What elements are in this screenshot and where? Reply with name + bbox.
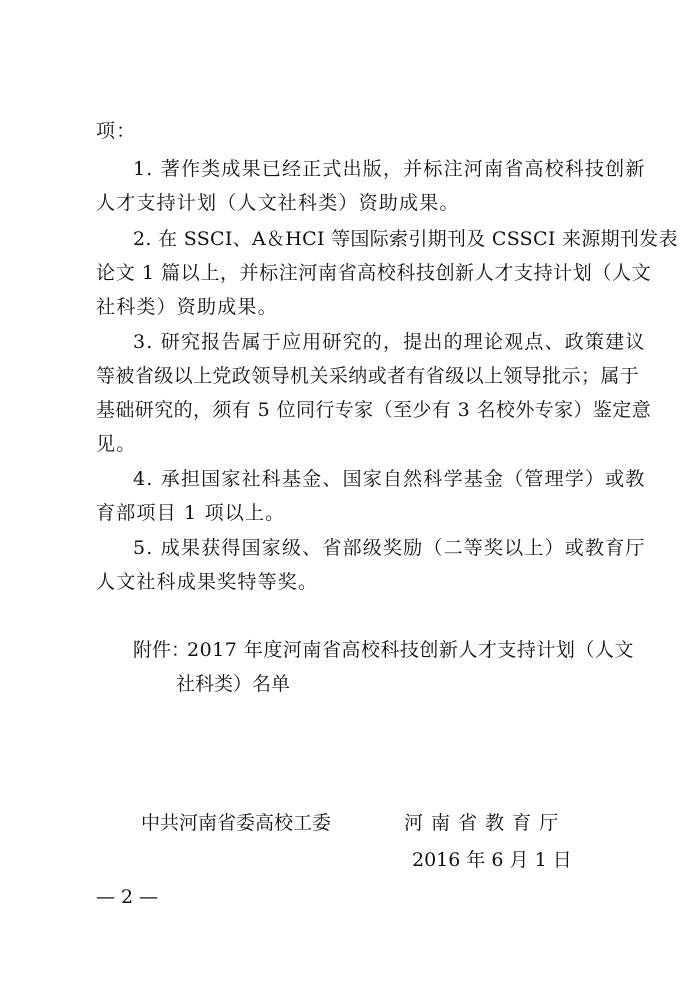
text-line: 人才支持计划（人文社科类）资助成果。 <box>96 192 460 214</box>
attachment-title-cont: 社科类）名单 <box>176 673 291 695</box>
text-line: 等被省级以上党政领导机关采纳或者有省级以上领导批示；属于 <box>96 365 640 387</box>
text-line: 见。 <box>96 433 137 455</box>
text-line: 3. 研究报告属于应用研究的，提出的理论观点、政策建议 <box>133 331 646 353</box>
signature-date: 2016 年 6 月 1 日 <box>412 849 572 871</box>
text-line: 论文 1 篇以上，并标注河南省高校科技创新人才支持计划（人文 <box>96 262 652 284</box>
text-line: 育部项目 1 项以上。 <box>96 502 286 524</box>
page-number: — 2 — <box>96 886 159 908</box>
text-line: 基础研究的，须有 5 位同行专家（至少有 3 名校外专家）鉴定意 <box>96 399 652 421</box>
text-line: 1. 著作类成果已经正式出版，并标注河南省高校科技创新 <box>133 158 646 180</box>
text-line: 5. 成果获得国家级、省部级奖励（二等奖以上）或教育厅 <box>133 537 646 559</box>
text-line: 4. 承担国家社科基金、国家自然科学基金（管理学）或教 <box>133 468 646 490</box>
signature-org-2: 河 南 省 教 育 厅 <box>404 812 560 834</box>
attachment-title: 2017 年度河南省高校科技创新人才支持计划（人文 <box>187 639 634 661</box>
text-line: 人文社科成果奖特等奖。 <box>96 571 319 593</box>
signature-org-1: 中共河南省委高校工委 <box>141 812 332 834</box>
text-line: 社科类）资助成果。 <box>96 296 278 318</box>
text-line: 2. 在 SSCI、A＆HCI 等国际索引期刊及 CSSCI 来源期刊发表 <box>133 228 678 250</box>
attachment-label: 附件： <box>133 639 191 661</box>
text-line: 项： <box>96 120 137 142</box>
